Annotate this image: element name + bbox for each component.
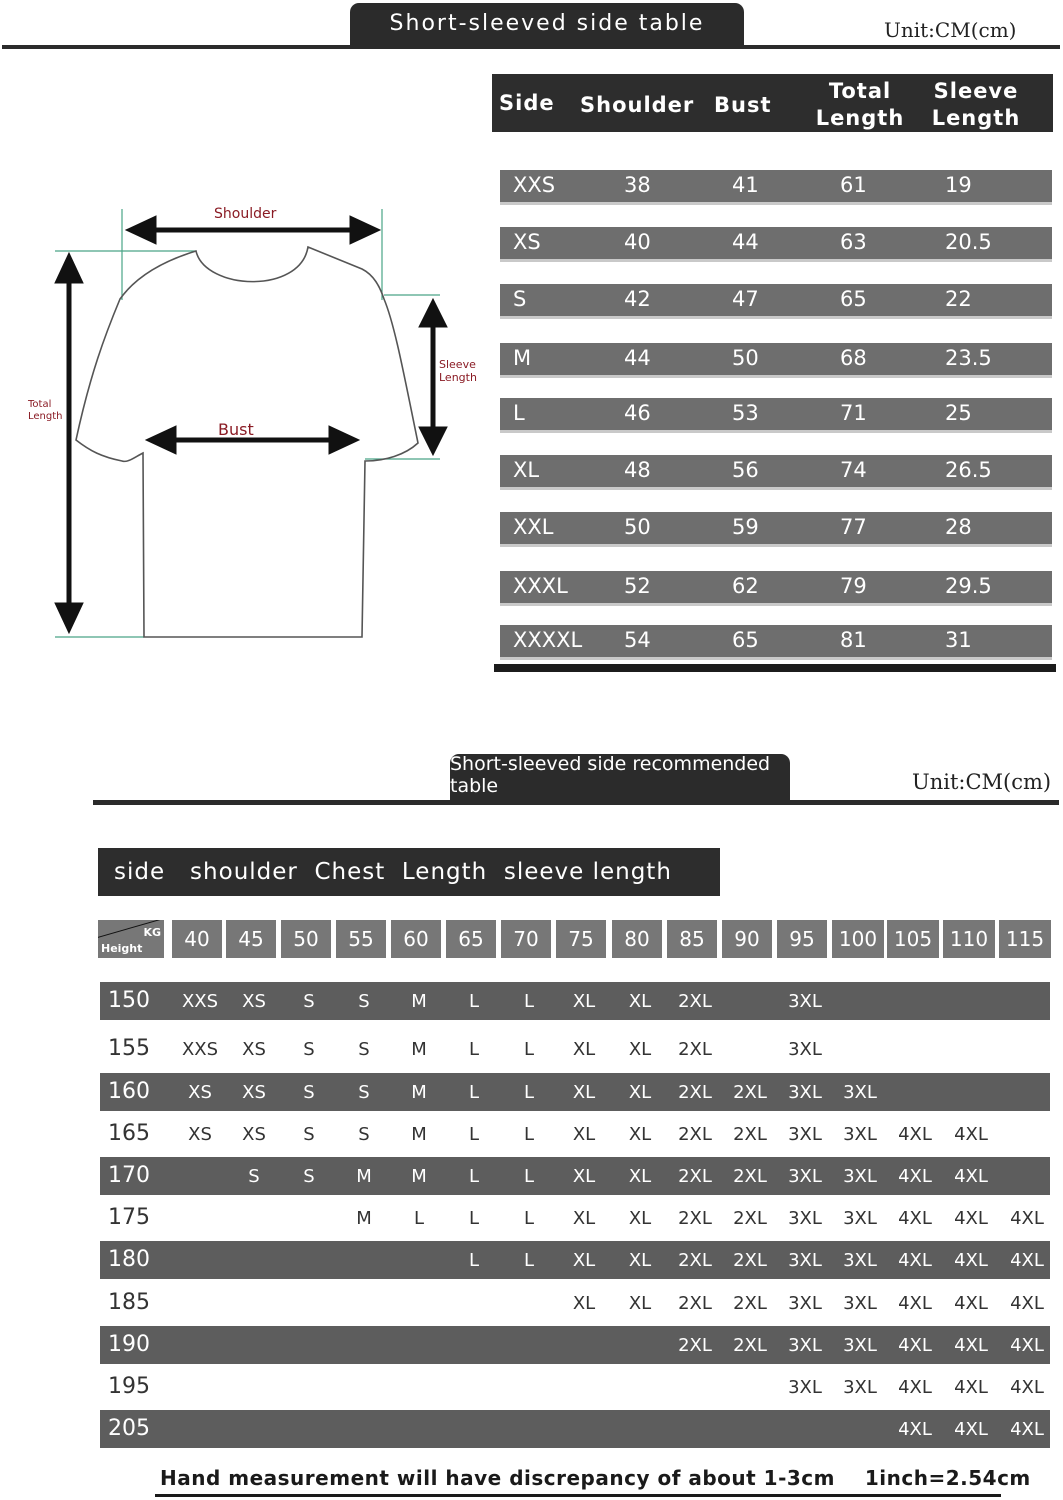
- size-recommendation: M: [411, 1082, 427, 1103]
- size-recommendation: 2XL: [733, 1082, 767, 1103]
- size-recommendation: L: [468, 1124, 480, 1145]
- size-recommendation: XXS: [181, 1039, 219, 1060]
- size-cell-shoulder: 52: [624, 574, 651, 598]
- size-recommendation: 4XL: [898, 1124, 932, 1145]
- size-recommendation: 2XL: [678, 1293, 712, 1314]
- size-cell-bust: 53: [732, 401, 759, 425]
- header-total-2: Length: [815, 106, 905, 130]
- size-row: [500, 571, 1052, 603]
- size-recommendation: 2XL: [678, 1335, 712, 1356]
- size-cell-shoulder: 46: [624, 401, 651, 425]
- size-recommendation: XS: [188, 1082, 212, 1103]
- size-recommendation: 4XL: [954, 1419, 988, 1440]
- size-recommendation: 2XL: [678, 1250, 712, 1271]
- size-recommendation: 3XL: [843, 1082, 877, 1103]
- weight-cell: 45: [226, 920, 276, 958]
- size-recommendation: 4XL: [898, 1166, 932, 1187]
- size-recommendation: 4XL: [898, 1208, 932, 1229]
- label-sleeve-1: Sleeve: [439, 358, 476, 371]
- size-recommendation: 2XL: [678, 1166, 712, 1187]
- size-recommendation: 3XL: [843, 1250, 877, 1271]
- size-cell-bust: 47: [732, 287, 759, 311]
- label-total-length: [28, 399, 63, 423]
- footer-note: Hand measurement will have discrepancy of about 1-3cm 1inch=2.54cm: [160, 1466, 1031, 1490]
- size-recommendation: M: [411, 991, 427, 1012]
- size-cell-sleeve-length: 31: [945, 628, 972, 652]
- title-rule: [2, 45, 1060, 49]
- size-recommendation: M: [411, 1039, 427, 1060]
- size-table-title: Short-sleeved side table: [350, 3, 744, 49]
- weight-cell: 85: [667, 920, 717, 958]
- label-sleeve-2: Length: [439, 371, 477, 384]
- size-row: [500, 455, 1052, 487]
- weight-height-corner: [98, 920, 164, 958]
- recommend-title-rule: [93, 800, 1059, 805]
- size-recommendation: 2XL: [733, 1124, 767, 1145]
- size-recommendation: 3XL: [788, 1124, 822, 1145]
- size-recommendation: L: [468, 1082, 480, 1103]
- size-recommendation: 3XL: [788, 1335, 822, 1356]
- size-cell-total-length: 63: [840, 230, 867, 254]
- size-cell-total-length: 74: [840, 458, 867, 482]
- size-recommendation: XL: [572, 1250, 596, 1271]
- size-recommendation: 3XL: [788, 1039, 822, 1060]
- size-recommendation: 3XL: [843, 1377, 877, 1398]
- weight-cell: 50: [281, 920, 331, 958]
- size-row: [500, 227, 1052, 259]
- size-row: [500, 284, 1052, 316]
- recommend-row: [100, 1284, 1050, 1322]
- size-table-bottom-rule: [494, 664, 1056, 672]
- size-recommendation: S: [303, 1039, 315, 1060]
- size-recommendation: S: [358, 1124, 370, 1145]
- size-recommendation: 4XL: [1010, 1250, 1044, 1271]
- size-recommendation: 2XL: [733, 1208, 767, 1229]
- row-height: 160: [108, 1079, 150, 1104]
- weight-cell: 70: [501, 920, 551, 958]
- header-side: Side: [499, 91, 555, 115]
- size-recommendation: XL: [572, 1082, 596, 1103]
- size-recommendation: XS: [188, 1124, 212, 1145]
- header-sleeve-1: Sleeve: [933, 79, 1019, 103]
- size-cell-size: XS: [513, 230, 541, 254]
- size-cell-sleeve-length: 28: [945, 515, 972, 539]
- weight-cell: 115: [999, 920, 1051, 958]
- recommend-row: [100, 1368, 1050, 1406]
- weight-cell: 65: [446, 920, 496, 958]
- size-recommendation: XL: [628, 1208, 652, 1229]
- size-cell-total-length: 71: [840, 401, 867, 425]
- size-recommendation: XL: [572, 1124, 596, 1145]
- size-recommendation: 4XL: [898, 1293, 932, 1314]
- size-recommendation: 4XL: [898, 1377, 932, 1398]
- label-total-2: Length: [28, 411, 63, 422]
- size-recommendation: L: [413, 1208, 425, 1229]
- size-recommendation: 4XL: [1010, 1293, 1044, 1314]
- header-sleeve-2: Length: [931, 106, 1021, 130]
- size-recommendation: 3XL: [843, 1124, 877, 1145]
- size-recommendation: L: [523, 1124, 535, 1145]
- corner-kg: KG: [143, 926, 161, 939]
- size-recommendation: S: [358, 1082, 370, 1103]
- row-height: 190: [108, 1332, 150, 1357]
- size-recommendation: 3XL: [788, 1166, 822, 1187]
- size-recommendation: M: [356, 1208, 372, 1229]
- row-height: 205: [108, 1416, 150, 1441]
- row-height: 150: [108, 988, 150, 1013]
- size-recommendation: 2XL: [678, 1124, 712, 1145]
- size-recommendation: XXS: [181, 991, 219, 1012]
- recommend-row: [100, 1030, 1050, 1068]
- size-recommendation: XL: [572, 991, 596, 1012]
- size-recommendation: XL: [572, 1293, 596, 1314]
- size-cell-shoulder: 50: [624, 515, 651, 539]
- weight-cell: 55: [336, 920, 386, 958]
- size-table-header: [492, 74, 1053, 132]
- size-recommendation: 4XL: [954, 1293, 988, 1314]
- size-recommendation: 3XL: [788, 1208, 822, 1229]
- size-cell-size: XXXXL: [513, 628, 583, 652]
- size-cell-size: XL: [513, 458, 540, 482]
- size-recommendation: 3XL: [843, 1166, 877, 1187]
- size-recommendation: 4XL: [1010, 1377, 1044, 1398]
- size-recommendation: XL: [572, 1039, 596, 1060]
- size-recommendation: XL: [572, 1208, 596, 1229]
- size-recommendation: 3XL: [843, 1208, 877, 1229]
- size-cell-sleeve-length: 25: [945, 401, 972, 425]
- size-row: [500, 625, 1052, 657]
- size-cell-bust: 50: [732, 346, 759, 370]
- weight-cell: 60: [391, 920, 441, 958]
- size-cell-size: XXS: [513, 173, 556, 197]
- weight-cell: 90: [722, 920, 772, 958]
- recommend-row: [100, 1199, 1050, 1237]
- recommend-row: [100, 1073, 1050, 1111]
- header-shoulder: Shoulder: [580, 93, 695, 117]
- size-cell-total-length: 65: [840, 287, 867, 311]
- size-recommendation: S: [303, 991, 315, 1012]
- row-height: 195: [108, 1374, 150, 1399]
- size-recommendation: 2XL: [678, 1208, 712, 1229]
- header-bust: Bust: [714, 93, 772, 117]
- size-cell-sleeve-length: 20.5: [945, 230, 992, 254]
- row-height: 175: [108, 1205, 150, 1230]
- size-cell-size: S: [513, 287, 527, 311]
- size-recommendation: XL: [572, 1166, 596, 1187]
- size-recommendation: M: [411, 1124, 427, 1145]
- size-recommendation: XS: [242, 1082, 266, 1103]
- size-recommendation: 2XL: [733, 1250, 767, 1271]
- row-height: 170: [108, 1163, 150, 1188]
- size-recommendation: 3XL: [788, 1293, 822, 1314]
- size-recommendation: L: [523, 1039, 535, 1060]
- size-row: [500, 512, 1052, 544]
- corner-height: Height: [101, 942, 143, 955]
- label-shoulder: Shoulder: [214, 206, 277, 222]
- footer-rule: [155, 1494, 1001, 1497]
- size-cell-bust: 41: [732, 173, 759, 197]
- size-recommendation: S: [358, 991, 370, 1012]
- size-cell-total-length: 68: [840, 346, 867, 370]
- recommend-row: [100, 1241, 1050, 1279]
- size-cell-size: M: [513, 346, 532, 370]
- recommend-unit-label: Unit:CM(cm): [912, 770, 1052, 794]
- size-cell-bust: 56: [732, 458, 759, 482]
- size-recommendation: L: [468, 1208, 480, 1229]
- size-recommendation: 4XL: [954, 1124, 988, 1145]
- size-recommendation: L: [523, 1082, 535, 1103]
- size-recommendation: 2XL: [678, 1082, 712, 1103]
- tshirt-diagram: [0, 195, 490, 659]
- size-recommendation: L: [468, 991, 480, 1012]
- size-cell-shoulder: 44: [624, 346, 651, 370]
- weight-cell: 80: [612, 920, 662, 958]
- row-height: 185: [108, 1290, 150, 1315]
- size-recommendation: 3XL: [788, 1082, 822, 1103]
- size-recommendation: 4XL: [1010, 1335, 1044, 1356]
- header-total-length: [810, 78, 910, 132]
- size-recommendation: 4XL: [954, 1166, 988, 1187]
- size-cell-shoulder: 54: [624, 628, 651, 652]
- size-recommendation: 3XL: [788, 991, 822, 1012]
- size-recommendation: XS: [242, 991, 266, 1012]
- size-recommendation: S: [303, 1082, 315, 1103]
- size-cell-total-length: 61: [840, 173, 867, 197]
- size-cell-size: XXXL: [513, 574, 568, 598]
- size-recommendation: S: [303, 1166, 315, 1187]
- size-recommendation: 2XL: [678, 991, 712, 1012]
- size-cell-shoulder: 38: [624, 173, 651, 197]
- header-total-1: Total: [828, 79, 892, 103]
- size-row: [500, 343, 1052, 375]
- size-recommendation: L: [523, 1250, 535, 1271]
- size-cell-size: L: [513, 401, 525, 425]
- size-recommendation: 2XL: [733, 1293, 767, 1314]
- recommend-row: [100, 982, 1050, 1020]
- label-bust: Bust: [218, 420, 254, 439]
- size-recommendation: S: [358, 1039, 370, 1060]
- label-total-1: Total: [28, 399, 52, 410]
- size-cell-shoulder: 42: [624, 287, 651, 311]
- recommend-row: [100, 1157, 1050, 1195]
- header-sleeve-length: [924, 78, 1028, 132]
- row-height: 165: [108, 1121, 150, 1146]
- recommend-row: [100, 1410, 1050, 1448]
- weight-cell: 40: [172, 920, 222, 958]
- size-cell-total-length: 77: [840, 515, 867, 539]
- size-recommendation: L: [523, 1166, 535, 1187]
- label-sleeve-length: [439, 358, 477, 384]
- size-cell-bust: 59: [732, 515, 759, 539]
- size-recommendation: 4XL: [898, 1335, 932, 1356]
- size-recommendation: L: [468, 1166, 480, 1187]
- size-cell-bust: 62: [732, 574, 759, 598]
- size-recommendation: S: [248, 1166, 260, 1187]
- size-recommendation: XL: [628, 1082, 652, 1103]
- size-cell-total-length: 81: [840, 628, 867, 652]
- size-recommendation: 2XL: [733, 1335, 767, 1356]
- recommend-table-title: Short-sleeved side recommended table: [450, 754, 790, 802]
- size-recommendation: 3XL: [788, 1377, 822, 1398]
- row-height: 155: [108, 1036, 150, 1061]
- size-recommendation: S: [303, 1124, 315, 1145]
- size-recommendation: XL: [628, 1250, 652, 1271]
- size-recommendation: XL: [628, 1124, 652, 1145]
- weight-cell: 100: [832, 920, 884, 958]
- size-cell-bust: 44: [732, 230, 759, 254]
- weight-cell: 105: [887, 920, 939, 958]
- size-cell-sleeve-length: 26.5: [945, 458, 992, 482]
- size-recommendation: 4XL: [898, 1419, 932, 1440]
- size-row: [500, 398, 1052, 430]
- size-cell-shoulder: 40: [624, 230, 651, 254]
- size-cell-bust: 65: [732, 628, 759, 652]
- size-recommendation: 4XL: [954, 1335, 988, 1356]
- size-recommendation: 3XL: [788, 1250, 822, 1271]
- unit-label: Unit:CM(cm): [884, 18, 1017, 42]
- size-recommendation: M: [356, 1166, 372, 1187]
- size-recommendation: 2XL: [733, 1166, 767, 1187]
- size-recommendation: 4XL: [954, 1377, 988, 1398]
- size-recommendation: XS: [242, 1124, 266, 1145]
- size-cell-shoulder: 48: [624, 458, 651, 482]
- size-recommendation: XL: [628, 991, 652, 1012]
- recommend-row: [100, 1326, 1050, 1364]
- size-cell-sleeve-length: 23.5: [945, 346, 992, 370]
- size-recommendation: M: [411, 1166, 427, 1187]
- size-cell-sleeve-length: 22: [945, 287, 972, 311]
- size-cell-size: XXL: [513, 515, 554, 539]
- size-recommendation: 3XL: [843, 1293, 877, 1314]
- size-recommendation: L: [468, 1039, 480, 1060]
- size-recommendation: 4XL: [1010, 1208, 1044, 1229]
- size-recommendation: L: [523, 1208, 535, 1229]
- size-recommendation: XL: [628, 1293, 652, 1314]
- size-recommendation: XS: [242, 1039, 266, 1060]
- recommend-row: [100, 1115, 1050, 1153]
- size-recommendation: XL: [628, 1166, 652, 1187]
- size-recommendation: L: [468, 1250, 480, 1271]
- weight-cell: 75: [556, 920, 606, 958]
- size-recommendation: 3XL: [843, 1335, 877, 1356]
- recommend-header-text: side shoulder Chest Length sleeve length: [114, 859, 672, 885]
- row-height: 180: [108, 1247, 150, 1272]
- size-row: [500, 170, 1052, 202]
- size-recommendation: L: [523, 991, 535, 1012]
- size-cell-total-length: 79: [840, 574, 867, 598]
- size-recommendation: 4XL: [954, 1250, 988, 1271]
- size-recommendation: XL: [628, 1039, 652, 1060]
- weight-cell: 95: [777, 920, 827, 958]
- size-cell-sleeve-length: 29.5: [945, 574, 992, 598]
- size-recommendation: 4XL: [1010, 1419, 1044, 1440]
- recommend-header: [98, 848, 720, 896]
- size-cell-sleeve-length: 19: [945, 173, 972, 197]
- size-recommendation: 4XL: [898, 1250, 932, 1271]
- size-recommendation: 4XL: [954, 1208, 988, 1229]
- weight-cell: 110: [943, 920, 995, 958]
- size-recommendation: 2XL: [678, 1039, 712, 1060]
